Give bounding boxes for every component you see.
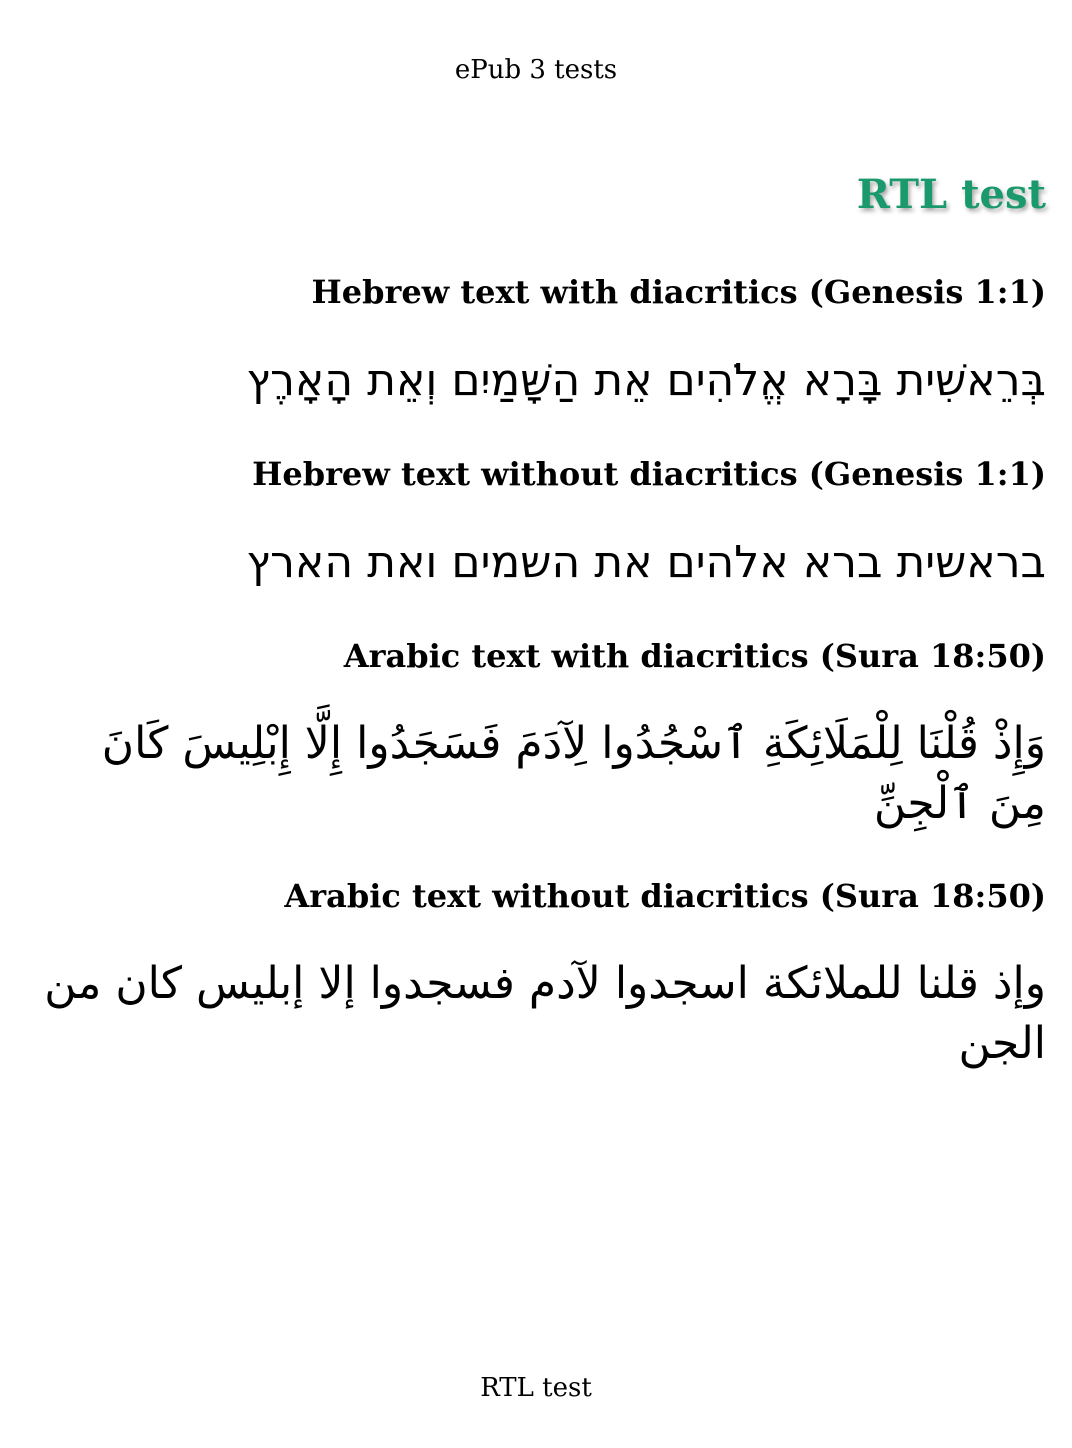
chapter-title: RTL test	[856, 171, 1046, 218]
section-heading-hebrew-diacritics: Hebrew text with diacritics (Genesis 1:1)	[311, 273, 1046, 311]
hebrew-text-plain: בראשית ברא אלהים את השמים ואת הארץ	[246, 537, 1046, 588]
arabic-text-diacritics: وَإِذْ قُلْنَا لِلْمَلَائِكَةِ ٱسْجُدُوا لِآدَمَ فَسَجَدُوا إِلَّا إِبْلِيسَ كَانَ مِنَ ٱلْجِنِّ	[101, 718, 1046, 829]
chapter-content	[36, 160, 1046, 1074]
section-heading-arabic-plain: Arabic text without diacritics (Sura 18:50)	[284, 877, 1046, 915]
running-header: ePub 3 tests	[454, 55, 618, 85]
running-footer: RTL test	[480, 1373, 592, 1403]
section-heading-arabic-diacritics: Arabic text with diacritics (Sura 18:50)	[343, 637, 1046, 675]
section-heading-hebrew-plain: Hebrew text without diacritics (Genesis 1:1)	[252, 455, 1046, 493]
arabic-text-plain: وإذ قلنا للملائكة اسجدوا لآدم فسجدوا إلا إبليس كان من الجن	[44, 958, 1046, 1069]
hebrew-text-diacritics: בְּרֵאשִׁית בָּרָא אֱלֹהִים אֵת הַשָּׁמַיִם וְאֵת הָאָרֶץ	[246, 355, 1046, 406]
